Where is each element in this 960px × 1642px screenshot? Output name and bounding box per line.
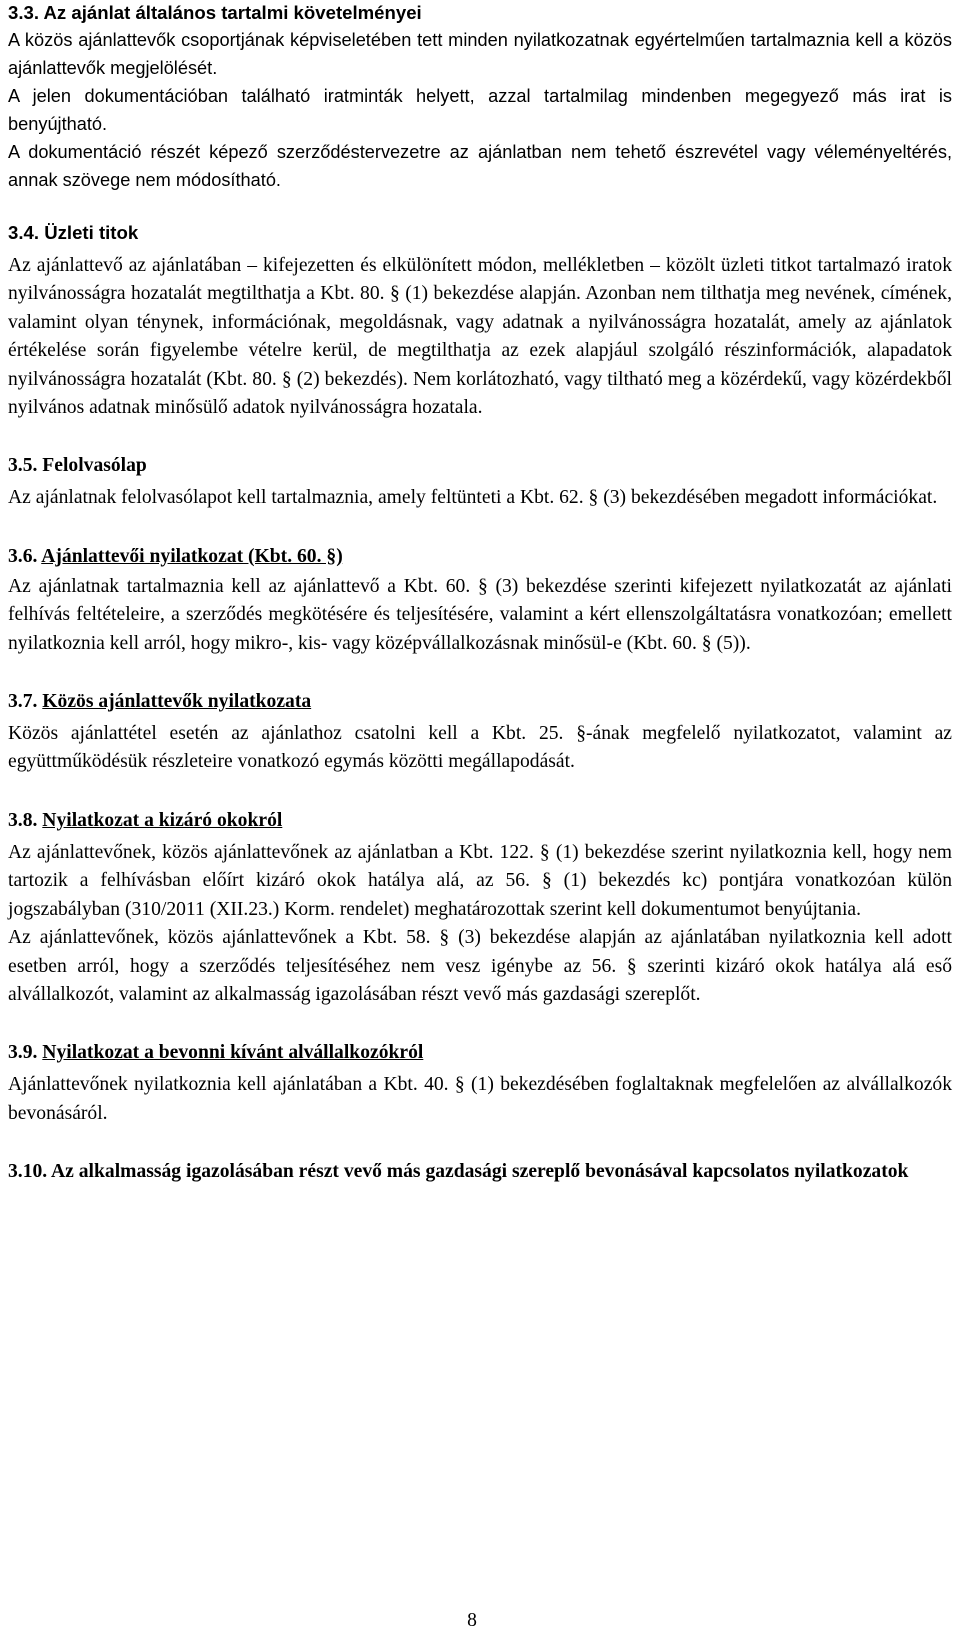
- section-3-3-heading: [8, 0, 952, 26]
- page-number: 8: [467, 1610, 477, 1631]
- section-3-8-title: Nyilatkozat a kizáró okokról: [42, 809, 283, 831]
- section-3-3-paragraph-3: A dokumentáció részét képező szerződéstervezetre az ajánlatban nem tehető észrevétel vagy véleményeltérés, annak szövege nem módosítható.: [8, 142, 952, 190]
- section-3-7-number: 3.7.: [8, 691, 38, 713]
- section-3-7-title: Közös ajánlattevők nyilatkozata: [42, 691, 312, 713]
- section-3-10-title: Az alkalmasság igazolásában részt vevő más gazdasági szereplő bevonásával kapcsolatos nyilatkozatok: [51, 1161, 909, 1183]
- section-3-9-title: Nyilatkozat a bevonni kívánt alvállalkozókról: [42, 1042, 424, 1064]
- section-3-4-heading: [8, 220, 952, 246]
- section-3-10-heading: [8, 1158, 952, 1186]
- section-3-8-number: 3.8.: [8, 809, 38, 831]
- section-3-8-heading: [8, 807, 952, 835]
- document-page: [8, 0, 952, 1186]
- section-3-7-paragraph-1: Közös ajánlattétel esetén az ajánlathoz csatolni kell a Kbt. 25. §-ának megfelelő nyilatkozatot, valamint az együttműködésük részleteire vonatkozó egymás közötti megállapodását.: [8, 723, 952, 773]
- section-3-8-paragraph-1: Az ajánlattevőnek, közös ajánlattevőnek az ajánlatban a Kbt. 122. § (1) bekezdése szerint nyilatkoznia kell, hogy nem tartozik a felhívásban előírt kizáró okok hatálya alá, az 56. § (1) bekezdés kc) pontjára vonatkozóan külön jogszabályban (310/2011 (XII.23.) Korm. rendelet) meghatározottak szerint kell dokumentumot benyújtania.: [8, 841, 952, 920]
- section-3-6-paragraph-1: Az ajánlatnak tartalmaznia kell az ajánlattevő a Kbt. 60. § (3) bekezdése szerinti kifejezett nyilatkozatát az ajánlati felhívás feltételeire, a szerződés megkötésére és teljesítésére, valamint a kért ellenszolgáltatásra vonatkozóan; emellett nyilatkoznia kell arról, hogy mikro-, kis- vagy középvállalkozásnak minősül-e (Kbt. 60. § (5)).: [8, 575, 952, 654]
- section-3-4-title: Üzleti titok: [44, 222, 139, 243]
- section-3-5-title: Felolvasólap: [42, 455, 147, 477]
- section-3-5-heading: [8, 452, 952, 480]
- section-3-3-title: Az ajánlat általános tartalmi követelményei: [43, 2, 422, 23]
- section-3-3-number: 3.3.: [8, 2, 40, 23]
- section-3-5-number: 3.5.: [8, 455, 38, 477]
- section-3-3-paragraph-1: A közös ajánlattevők csoportjának képviseletében tett minden nyilatkozatnak egyértelműen tartalmaznia kell a közös ajánlattevők megjelölését.: [8, 30, 952, 78]
- section-3-6-heading: [8, 543, 952, 571]
- section-3-9-number: 3.9.: [8, 1042, 38, 1064]
- section-3-3-paragraph-2: A jelen dokumentációban található iratminták helyett, azzal tartalmilag mindenben megegyező más irat is benyújtható.: [8, 86, 952, 134]
- section-3-5-paragraph-1: Az ajánlatnak felolvasólapot kell tartalmaznia, amely feltünteti a Kbt. 62. § (3) bekezdésében megadott információkat.: [8, 487, 938, 509]
- section-3-7-heading: [8, 688, 952, 716]
- section-3-6-title: Ajánlattevői nyilatkozat (Kbt. 60. §): [41, 545, 343, 567]
- section-3-4-paragraph-1: Az ajánlattevő az ajánlatában – kifejezetten és elkülönített módon, mellékletben – közölt üzleti titkot tartalmazó iratok nyilvánosságra hozatalát megtilthatja a Kbt. 80. § (1) bekezdése alapján. Azonban nem tilthatja meg nevének, címének, valamint olyan ténynek, információnak, megoldásnak, vagy adatnak a nyilvánosságra hozatalát, amely az ajánlatok értékelése során figyelembe vételre kerül, de megtilthatja az ezek alapjául szolgáló részinformációk, alapadatok nyilvánosságra hozatalát (Kbt. 80. § (2) bekezdés). Nem korlátozható, vagy tiltható meg a közérdekű, vagy közérdekből nyilvános adatnak minősülő adatok nyilvánosságra hozatala.: [8, 255, 952, 419]
- section-3-9-heading: [8, 1039, 952, 1067]
- section-3-10-number: 3.10.: [8, 1161, 48, 1183]
- section-3-9-paragraph-1: Ajánlattevőnek nyilatkoznia kell ajánlatában a Kbt. 40. § (1) bekezdésében foglaltaknak megfelelően az alvállalkozók bevonásáról.: [8, 1074, 952, 1124]
- section-3-8-paragraph-2: Az ajánlattevőnek, közös ajánlattevőnek a Kbt. 58. § (3) bekezdése alapján az ajánlatában nyilatkoznia kell adott esetben arról, hogy a szerződés teljesítéséhez nem vesz igénybe az 56. § szerinti kizáró okok hatálya alá eső alvállalkozót, valamint az alkalmasság igazolásában részt vevő más gazdasági szereplőt.: [8, 927, 952, 1005]
- section-3-6-number: 3.6.: [8, 545, 38, 567]
- section-3-4-number: 3.4.: [8, 222, 40, 243]
